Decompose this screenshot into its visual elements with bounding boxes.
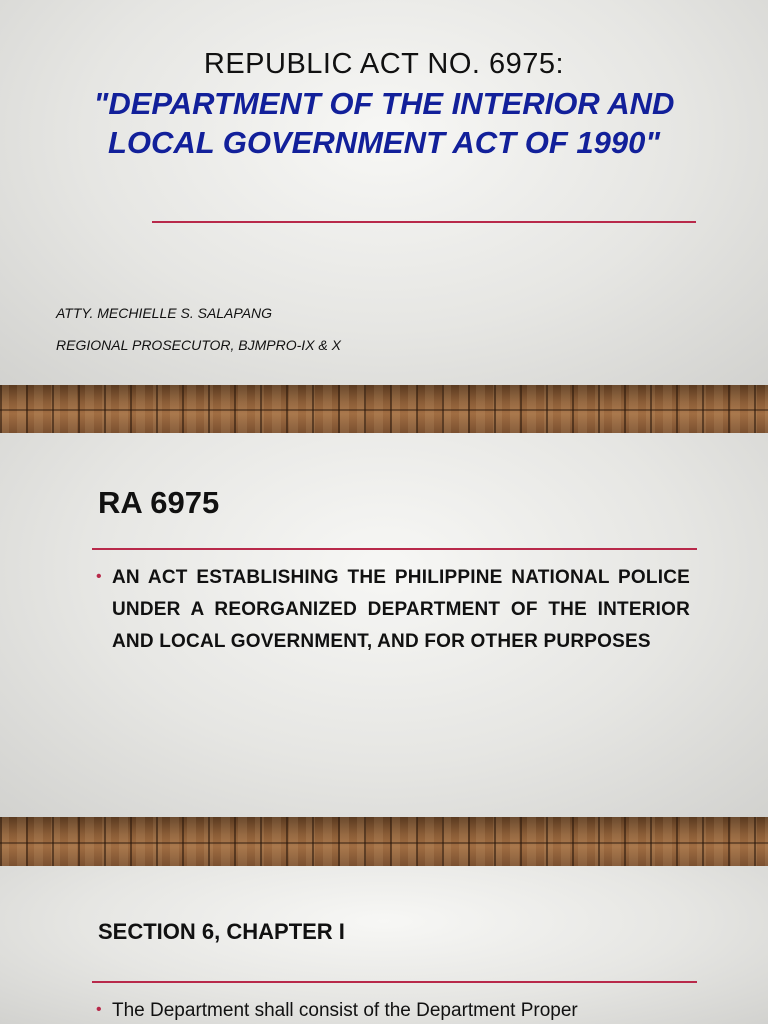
author-name: ATTY. MECHIELLE S. SALAPANG (56, 305, 273, 321)
heading-divider (92, 981, 697, 983)
wood-floor-divider (0, 817, 768, 866)
bullet-item (96, 995, 690, 1024)
act-title: "DEPARTMENT OF THE INTERIOR AND LOCAL GOVERNMENT ACT OF 1990" (93, 86, 675, 160)
bullet-text: AN ACT ESTABLISHING THE PHILIPPINE NATIONAL POLICE UNDER A REORGANIZED DEPARTMENT OF THE INTERIOR AND LOCAL GOVERNMENT, AND FOR OTHER PURPOSES (112, 567, 690, 652)
title-slide (0, 0, 768, 385)
heading-divider (92, 548, 697, 550)
title-divider (152, 221, 696, 223)
section-6-slide (0, 866, 768, 1024)
wood-floor-divider (0, 385, 768, 433)
slide-heading: REPUBLIC ACT NO. 6975: (203, 48, 565, 80)
bullet-icon: • (96, 568, 102, 585)
ra-6975-slide (0, 433, 768, 817)
slide-heading: SECTION 6, CHAPTER I (98, 919, 345, 944)
slide-heading: RA 6975 (98, 485, 220, 520)
bullet-text: The Department shall consist of the Department Proper (112, 1000, 578, 1021)
author-position: REGIONAL PROSECUTOR, BJMPRO-IX & X (56, 337, 341, 353)
bullet-item (96, 562, 690, 658)
bullet-icon: • (96, 1001, 102, 1018)
